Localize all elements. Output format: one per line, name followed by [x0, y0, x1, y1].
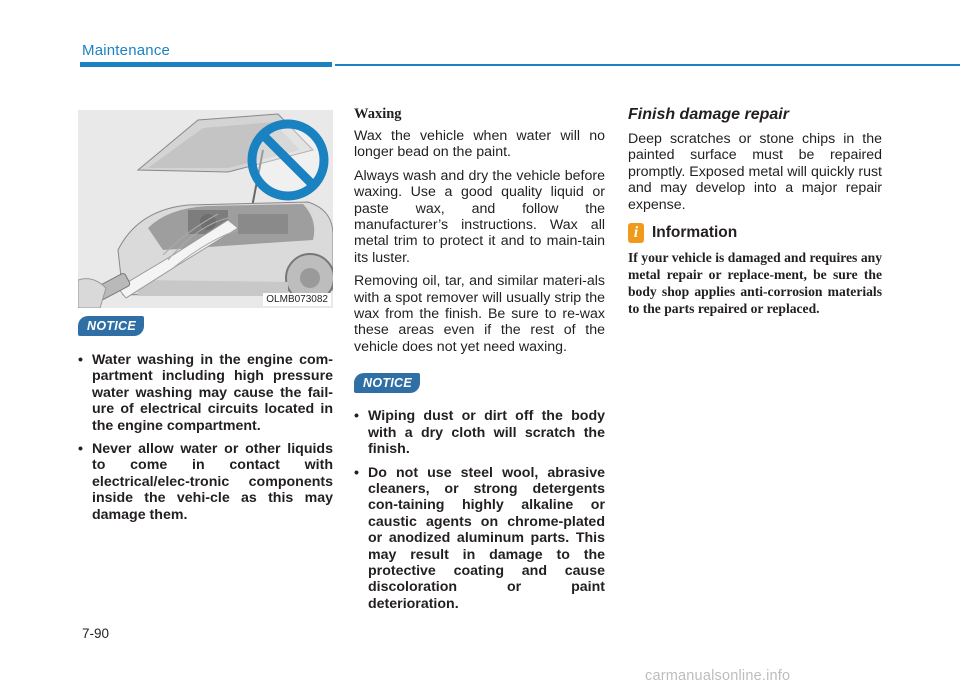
paragraph: Always wash and dry the vehicle before waxing. Use a good quality liquid or paste wax, and follow the manufacturer’s instructions. Wax all metal trim to protect it and to main-tain its luster.: [354, 167, 605, 266]
paragraph: Deep scratches or stone chips in the painted surface must be repaired promptly. Exposed metal will quickly rust and may develop into a major repair expense.: [628, 131, 882, 213]
information-title: Information: [652, 224, 738, 242]
right-column: [628, 106, 882, 317]
list-item: • Wiping dust or dirt off the body with a dry cloth will scratch the finish.: [354, 408, 605, 458]
section-title: Maintenance: [82, 42, 171, 59]
page-number: 7-90: [82, 626, 110, 641]
engine-wash-illustration: [78, 110, 333, 308]
notice-badge: NOTICE: [78, 316, 144, 336]
header-rule-thick: [80, 62, 332, 67]
list-item: • Do not use steel wool, abrasive cleaners, or strong detergents con-taining highly alkaline or caustic agents on chrome-plated or anodized aluminum parts. This may result in damage to the protective coating and cause discoloration or paint deterioration.: [354, 464, 605, 612]
information-text: If your vehicle is damaged and requires any metal repair or replace-ment, be sure the body shop applies anti-corrosion materials to the parts repaired or replaced.: [628, 250, 882, 317]
engine-wash-drawing: [78, 110, 333, 308]
notice-badge: NOTICE: [354, 373, 420, 393]
paragraph: Wax the vehicle when water will no longer bead on the paint.: [354, 128, 605, 161]
information-header: [628, 223, 882, 243]
header-rule-thin: [335, 64, 960, 66]
left-column: [78, 110, 333, 530]
list-item: • Never allow water or other liquids to come in contact with electrical/elec-tronic components inside the vehi-cle as this may damage them.: [78, 441, 333, 523]
finish-damage-heading: Finish damage repair: [628, 106, 789, 123]
waxing-heading: Waxing: [354, 106, 402, 122]
info-icon: i: [628, 223, 644, 243]
middle-notice-list: [354, 408, 605, 612]
watermark-text: carmanualsonline.info: [645, 668, 791, 684]
paragraph: Removing oil, tar, and similar materi-als with a spot remover will usually strip the wax from the finish. Be sure to re-wax these areas even if the rest of the vehicle does not yet need waxing.: [354, 273, 605, 355]
figure-caption: OLMB073082: [263, 293, 331, 306]
middle-column: [354, 106, 605, 619]
left-notice-list: [78, 352, 333, 523]
list-item: • Water washing in the engine com-partment including high pressure water washing may cause the fail-ure of electrical circuits located in the engine compartment.: [78, 352, 333, 434]
